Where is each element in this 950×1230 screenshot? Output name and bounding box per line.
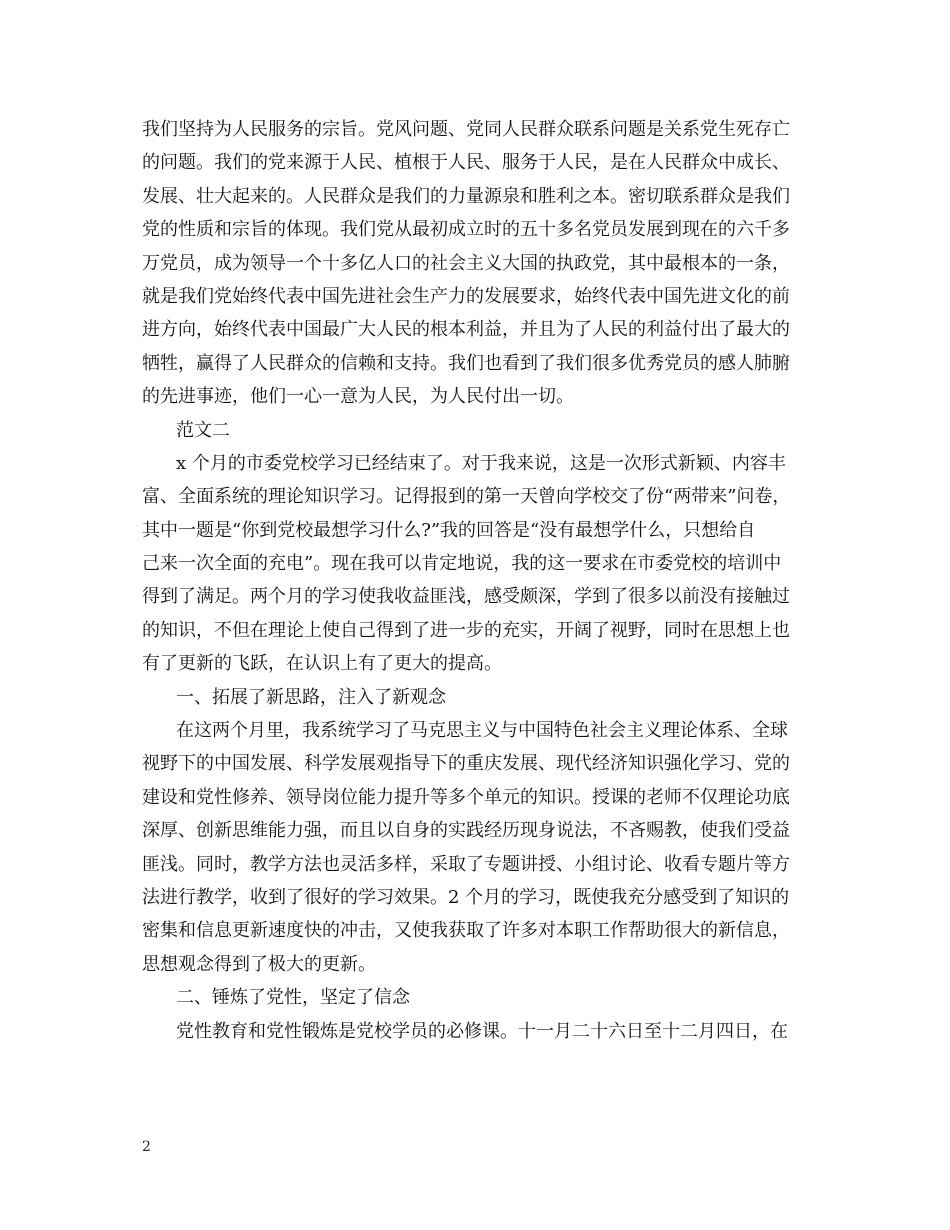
text-line: 党的性质和宗旨的体现。我们党从最初成立时的五十多名党员发展到现在的六千多	[142, 219, 790, 241]
text-line: 的先进事迹，他们一心一意为人民，为人民付出一切。	[142, 386, 574, 408]
text-line: 法进行教学，收到了很好的学习效果。2 个月的学习，既使我充分感受到了知识的	[142, 886, 790, 908]
text-line: 二、锤炼了党性，坚定了信念	[176, 987, 410, 1009]
text-line: 在这两个月里，我系统学习了马克思主义与中国特色社会主义理论体系、全球	[176, 720, 788, 742]
text-line: 就是我们党始终代表中国先进社会生产力的发展要求，始终代表中国先进文化的前	[142, 285, 790, 307]
text-line: 牺牲，赢得了人民群众的信赖和支持。我们也看到了我们很多优秀党员的感人肺腑	[142, 352, 790, 374]
text-line: 党性教育和党性锻炼是党校学员的必修课。十一月二十六日至十二月四日，在	[176, 1020, 788, 1042]
text-line: 匪浅。同时，教学方法也灵活多样，采取了专题讲授、小组讨论、收看专题片等方	[142, 853, 790, 875]
text-line: 深厚、创新思维能力强，而且以自身的实践经历现身说法，不吝赐教，使我们受益	[142, 820, 790, 842]
text-line: 范文二	[176, 419, 230, 441]
document-body	[142, 113, 814, 1048]
page-number: 2	[142, 1139, 151, 1155]
text-line: 富、全面系统的理论知识学习。记得报到的第一天曾向学校交了份“两带来”问卷，	[142, 486, 791, 508]
text-line: 密集和信息更新速度快的冲击，又使我获取了许多对本职工作帮助很大的新信息，	[142, 920, 790, 942]
text-line: 其中一题是“你到党校最想学习什么?”我的回答是“没有最想学什么，只想给自	[142, 519, 756, 541]
text-line: 万党员，成为领导一个十多亿人口的社会主义大国的执政党，其中最根本的一条，	[142, 252, 790, 274]
text-line: 进方向，始终代表中国最广大人民的根本利益，并且为了人民的利益付出了最大的	[142, 319, 790, 341]
text-line: 一、拓展了新思路，注入了新观念	[176, 686, 446, 708]
text-line: 视野下的中国发展、科学发展观指导下的重庆发展、现代经济知识强化学习、党的	[142, 753, 790, 775]
text-line: 己来一次全面的充电”。现在我可以肯定地说，我的这一要求在市委党校的培训中	[142, 553, 782, 575]
text-line: 发展、壮大起来的。人民群众是我们的力量源泉和胜利之本。密切联系群众是我们	[142, 185, 790, 207]
text-line: 有了更新的飞跃，在认识上有了更大的提高。	[142, 653, 502, 675]
text-line: 的知识，不但在理论上使自己得到了进一步的充实，开阔了视野，同时在思想上也	[142, 619, 790, 641]
text-line: 得到了满足。两个月的学习使我收益匪浅，感受颇深，学到了很多以前没有接触过	[142, 586, 790, 608]
text-line: 我们坚持为人民服务的宗旨。党风问题、党同人民群众联系问题是关系党生死存亡	[142, 119, 790, 140]
text-line: x 个月的市委党校学习已经结束了。对于我来说，这是一次形式新颖、内容丰	[176, 452, 786, 474]
text-line: 的问题。我们的党来源于人民、植根于人民、服务于人民，是在人民群众中成长、	[142, 152, 790, 174]
text-line: 思想观念得到了极大的更新。	[142, 953, 376, 975]
text-line: 建设和党性修养、领导岗位能力提升等多个单元的知识。授课的老师不仅理论功底	[142, 786, 790, 808]
